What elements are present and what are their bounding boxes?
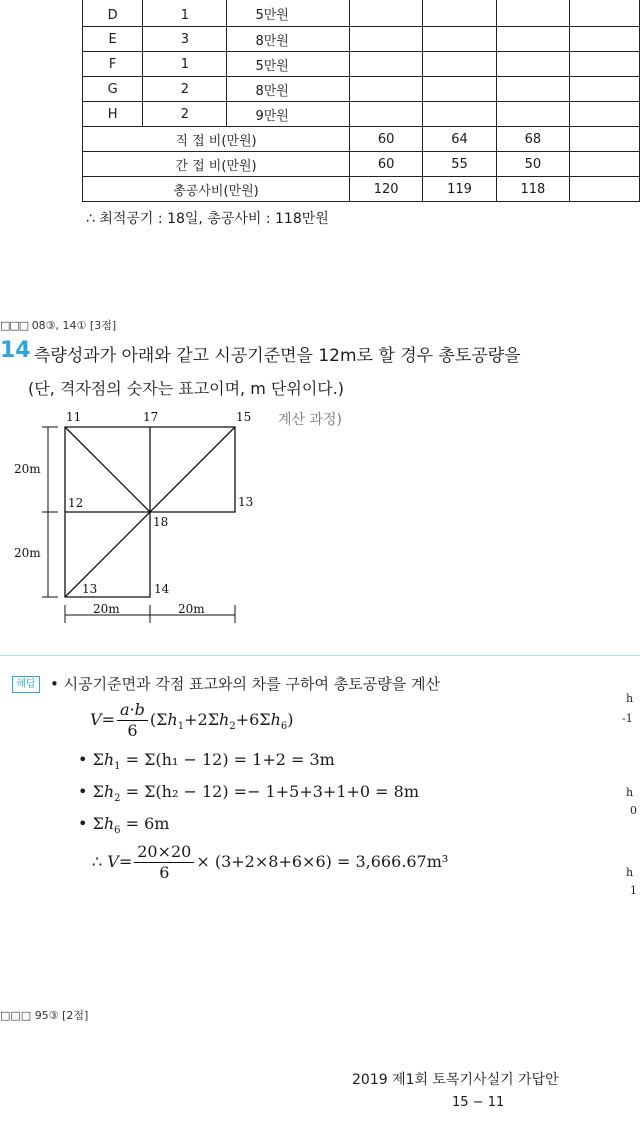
dimension-label: 20m (93, 602, 120, 616)
volume-formula: V= $\frac{a\cdot b}{6}$ $(\Sigma h_1+2\Sigma h_2+6\Sigma h_6)$ (90, 700, 294, 740)
elevation-label: 15 (236, 410, 252, 424)
direct-cost-value: 60 (349, 127, 422, 152)
cell-cost: 5만원 (227, 0, 350, 27)
indirect-cost-label: 간 접 비(만원) (83, 152, 350, 177)
sum-h1-expression: = Σ(h₁ − 12) = 1+2 = 3m (125, 750, 335, 769)
table-row (83, 27, 640, 52)
total-cost-value: 119 (423, 177, 496, 202)
next-problem-meta (0, 1007, 88, 1023)
problem-meta (0, 317, 116, 333)
cost-table (82, 0, 640, 202)
elevation-label: 13 (238, 495, 254, 509)
checkbox-icons: □□□ (0, 319, 29, 332)
total-cost-value: 120 (349, 177, 422, 202)
volume-result: ∴ V= $\frac{20\times 20}{6}$ × (3+2×8+6×6) = 3,666.67m³ (92, 842, 449, 882)
page-number: 15 − 11 (452, 1095, 505, 1110)
cropped-text: h (626, 692, 634, 705)
section-divider (0, 655, 640, 656)
sum-h2-expression: = Σ(h₂ − 12) =− 1+5+3+1+0 = 8m (125, 782, 420, 801)
table-row-direct-cost (83, 127, 640, 152)
cell-cost: 9만원 (227, 102, 350, 127)
sum-h6-expression: = 6m (125, 814, 170, 833)
total-cost-value: 118 (496, 177, 569, 202)
elevation-label: 18 (153, 515, 169, 529)
points-label: [3점] (89, 319, 117, 332)
dimension-label: 20m (178, 602, 205, 616)
direct-cost-label: 직 접 비(만원) (83, 127, 350, 152)
cell-duration: 3 (143, 27, 227, 52)
dimension-label: 20m (14, 546, 41, 560)
volume-result-expression: × (3+2×8+6×6) = 3,666.67m³ (196, 852, 449, 871)
elevation-label: 11 (66, 410, 82, 424)
problem-text: 측량성과가 아래와 같고 시공기준면을 12m로 할 경우 총토공량을 (34, 346, 521, 366)
indirect-cost-value: 60 (349, 152, 422, 177)
dimension-label: 20m (14, 462, 41, 476)
cell-cost: 5만원 (227, 52, 350, 77)
cell-duration: 1 (143, 52, 227, 77)
table-row (83, 77, 640, 102)
cell-duration: 2 (143, 102, 227, 127)
cropped-text: -1 (622, 712, 633, 725)
exam-years: 08③, 14① (31, 319, 87, 332)
direct-cost-value: 64 (423, 127, 496, 152)
cell-activity: G (83, 77, 143, 102)
cropped-text: 0 (630, 804, 637, 817)
total-cost-label: 총공사비(만원) (83, 177, 350, 202)
grid-lines (65, 427, 235, 597)
elevation-label: 13 (82, 582, 98, 596)
cell-cost: 8만원 (227, 77, 350, 102)
sum-h1-line: • $\Sigma h_1 = \Sigma(h_1 - 12) = 1+2 = 3m$ (78, 750, 335, 773)
direct-cost-value: 68 (496, 127, 569, 152)
cell-activity: F (83, 52, 143, 77)
solution-badge: 해답 (12, 676, 40, 693)
sum-h2-line: • $\Sigma h_2 = \Sigma(h_2 - 12) =- 1+5+3+1+0 = 8m$ (78, 782, 420, 805)
grid-diagram (0, 405, 260, 635)
table-row (83, 52, 640, 77)
calc-process-label: 계산 과정) (278, 412, 343, 428)
sum-h6-line: • $\Sigma h_6 = 6m$ (78, 814, 170, 837)
cell-activity: H (83, 102, 143, 127)
exam-years: 95③ (34, 1009, 59, 1022)
problem-number: 14 (0, 338, 31, 363)
footer-title: 2019 제1회 토목기사실기 가답안 (352, 1072, 559, 1088)
solution-intro: • 시공기준면과 각점 표고와의 차를 구하여 총토공량을 계산 (50, 675, 440, 693)
elevation-label: 14 (154, 582, 170, 596)
table-row-indirect-cost (83, 152, 640, 177)
cell-duration: 1 (143, 0, 227, 27)
cropped-text: h (626, 866, 634, 879)
conclusion-text: ∴ 최적공기 : 18일, 총공사비 : 118만원 (86, 211, 329, 227)
points-label: [2점] (62, 1009, 89, 1022)
cell-duration: 2 (143, 77, 227, 102)
problem-note: (단, 격자점의 숫자는 표고이며, m 단위이다.) (28, 379, 345, 398)
checkbox-icons: □□□ (0, 1009, 32, 1022)
cell-cost: 8만원 (227, 27, 350, 52)
cropped-text: h (626, 786, 634, 799)
cell-activity: E (83, 27, 143, 52)
table-row-total-cost (83, 177, 640, 202)
table-row (83, 102, 640, 127)
table-row (83, 0, 640, 27)
cell-activity: D (83, 0, 143, 27)
elevation-label: 12 (68, 496, 84, 510)
indirect-cost-value: 50 (496, 152, 569, 177)
elevation-label: 17 (143, 410, 159, 424)
indirect-cost-value: 55 (423, 152, 496, 177)
cropped-text: 1 (630, 884, 637, 897)
